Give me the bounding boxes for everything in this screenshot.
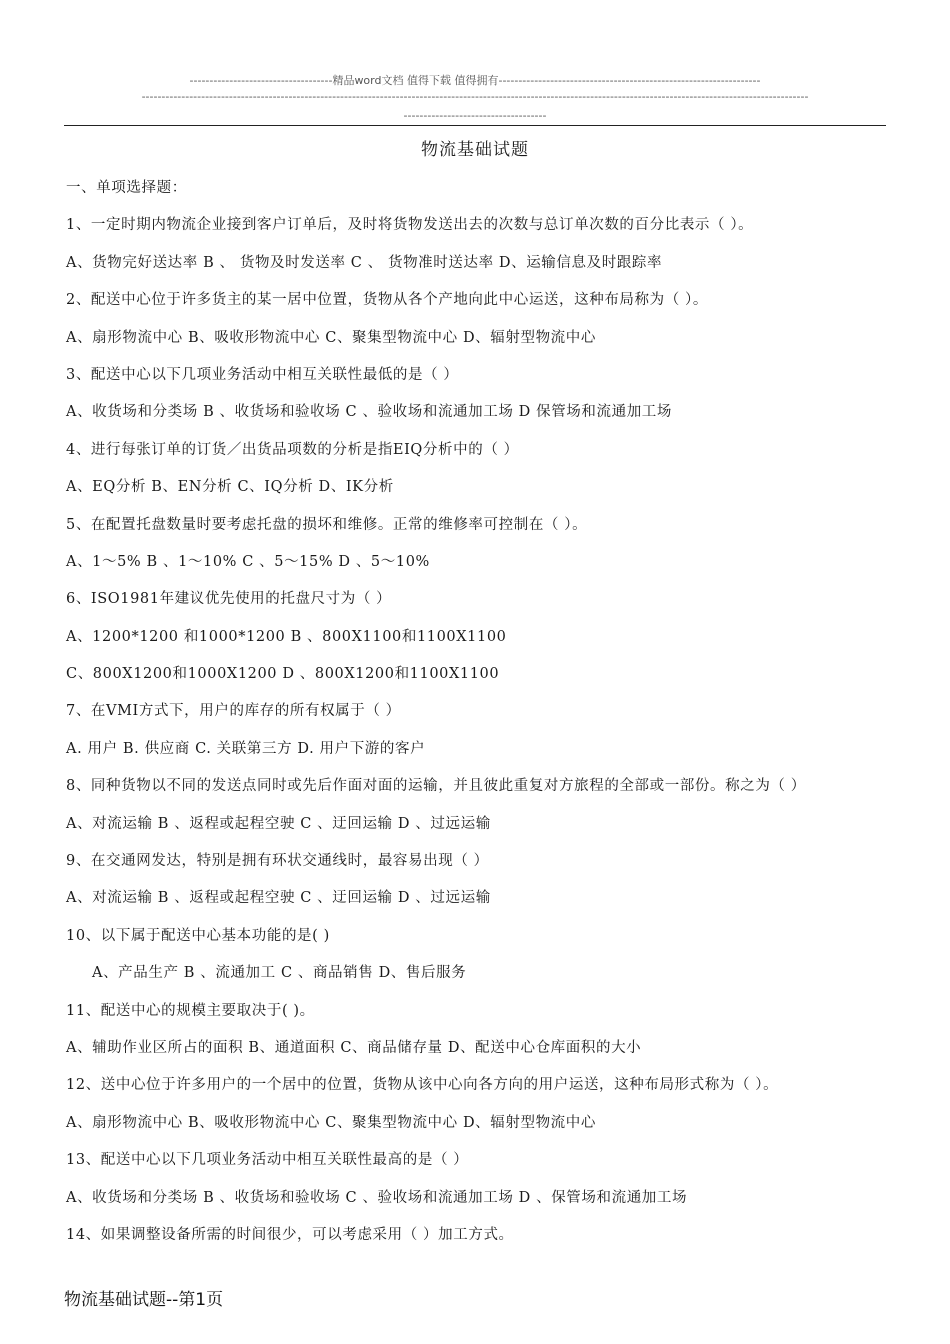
question-14: 14、如果调整设备所需的时间很少，可以考虑采用（ ）加工方式。 [66,1226,514,1243]
header-rule [64,125,886,126]
question-1: 1、一定时期内物流企业接到客户订单后，及时将货物发送出去的次数与总订单次数的百分比表示（ ）。 [66,217,754,234]
header-dash-line-short: ------------------------------------ [403,109,547,122]
options-12: A、扇形物流中心 B、吸收形物流中心 C、聚集型物流中心 D、辐射型物流中心 [66,1114,596,1131]
question-4: 4、进行每张订单的订货／出货品项数的分析是指EIQ分析中的（ ） [66,441,519,458]
options-6a: A、1200*1200 和1000*1200 B 、800X1100和1100X1100 [66,628,507,645]
options-9: A、对流运输 B 、返程或起程空驶 C 、迂回运输 D 、过远运输 [66,890,491,907]
document-title: 物流基础试题 [421,140,529,160]
options-11: A、辅助作业区所占的面积 B、通道面积 C、商品储存量 D、配送中心仓库面积的大小 [66,1039,642,1056]
question-7: 7、在VMI方式下，用户的库存的所有权属于（ ） [66,703,401,720]
question-12: 12、送中心位于许多用户的一个居中的位置，货物从该中心向各方向的用户运送，这种布局形式称为（ ）。 [66,1077,779,1094]
question-3: 3、配送中心以下几项业务活动中相互关联性最低的是（ ） [66,366,459,383]
options-1: A、货物完好送达率 B 、 货物及时发送率 C 、 货物准时送达率 D、运输信息及时跟踪率 [66,254,663,271]
question-13: 13、配送中心以下几项业务活动中相互关联性最高的是（ ） [66,1152,469,1169]
question-2: 2、配送中心位于许多货主的某一居中位置，货物从各个产地向此中心运送，这种布局称为（ ）。 [66,292,708,309]
options-13: A、收货场和分类场 B 、收货场和验收场 C 、验收场和流通加工场 D 、保管场和流通加工场 [66,1189,688,1206]
options-8: A、对流运输 B 、返程或起程空驶 C 、迂回运输 D 、过远运输 [66,815,491,832]
header-dash-line: ------------------------------------------------------------------------------------------------------------------------------------------------------------------------ [141,90,809,103]
question-9: 9、在交通网发达，特别是拥有环状交通线时，最容易出现（ ） [66,853,489,870]
options-2: A、扇形物流中心 B、吸收形物流中心 C、聚集型物流中心 D、辐射型物流中心 [66,329,596,346]
question-8: 8、同种货物以不同的发送点同时或先后作面对面的运输，并且彼此重复对方旅程的全部或一部份。称之为（ ） [66,778,806,795]
options-5: A、1～5% B 、1～10% C 、5～15% D 、5～10% [66,553,430,570]
options-3: A、收货场和分类场 B 、收货场和验收场 C 、验收场和流通加工场 D 保管场和流通加工场 [66,404,672,421]
options-4: A、EQ分析 B、EN分析 C、IQ分析 D、IK分析 [66,479,394,496]
question-5: 5、在配置托盘数量时要考虑托盘的损坏和维修。正常的维修率可控制在（ ）。 [66,516,588,533]
options-7: A. 用户 B. 供应商 C. 关联第三方 D. 用户下游的客户 [66,740,426,757]
options-10: A、产品生产 B 、流通加工 C 、商品销售 D、售后服务 [92,965,467,982]
question-list [66,177,906,1261]
question-6: 6、ISO1981年建议优先使用的托盘尺寸为（ ） [66,591,392,608]
section-heading: 一、单项选择题： [66,180,187,196]
header-banner: ------------------------------------精品word文档 值得下载 值得拥有------------------------------------------------------------------ [189,74,761,87]
page-footer: 物流基础试题--第1页 [64,1290,224,1310]
options-6b: C、800X1200和1000X1200 D 、800X1200和1100X1100 [66,666,500,683]
question-10: 10、以下属于配送中心基本功能的是( ) [66,927,330,944]
question-11: 11、配送中心的规模主要取决于( )。 [66,1002,315,1019]
